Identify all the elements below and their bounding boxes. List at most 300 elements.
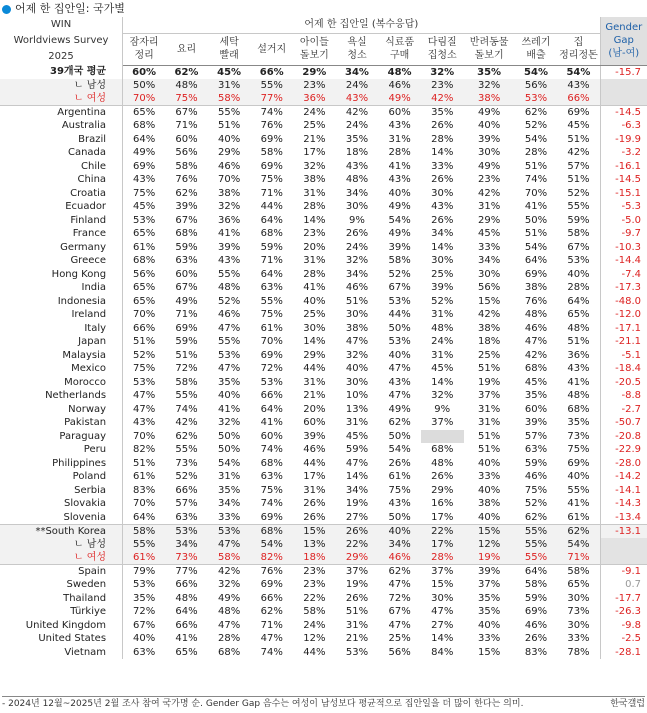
table-row: [0, 605, 647, 619]
table-cell: 55%: [515, 538, 558, 552]
table-cell: 22%: [421, 524, 464, 538]
survey-header-line: Worldviews Survey: [13, 35, 109, 46]
table-cell: 15%: [431, 579, 454, 591]
row-label: Serbia: [0, 484, 123, 498]
table-row: [0, 578, 647, 592]
table-cell: 60%: [132, 66, 157, 78]
gender-gap-cell: -21.1: [600, 335, 647, 349]
table-cell: 68%: [260, 228, 283, 240]
row-label: Ireland: [0, 308, 123, 322]
table-row: [0, 389, 647, 403]
table-cell: 35%: [431, 107, 454, 118]
column-header-line: 청소: [347, 50, 367, 61]
table-cell: 31%: [478, 403, 501, 415]
table-cell: 23%: [303, 566, 326, 577]
table-cell: 73%: [567, 606, 590, 618]
table-cell: 63%: [175, 255, 198, 267]
table-cell: 48%: [165, 79, 208, 93]
table-cell: 25%: [431, 268, 454, 280]
table-cell: 39%: [524, 417, 548, 429]
table-cell: 58%: [303, 606, 326, 618]
gender-gap-cell: -9.7: [600, 227, 647, 241]
row-label: Canada: [0, 146, 123, 160]
table-cell: 84%: [431, 646, 454, 658]
table-cell: 35%: [567, 417, 590, 429]
table-cell: 64%: [260, 214, 283, 226]
table-cell: 21%: [345, 633, 369, 645]
table-cell: 47%: [345, 457, 369, 469]
table-cell: 36%: [217, 214, 241, 226]
table-cell: 83%: [524, 646, 548, 658]
table-cell: 58%: [567, 566, 590, 577]
table-cell: 30%: [431, 592, 454, 604]
row-label: United Kingdom: [0, 619, 123, 633]
table-cell: 58%: [208, 551, 251, 565]
table-row: [0, 484, 647, 498]
table-cell: 42%: [478, 309, 501, 321]
column-header: [165, 33, 208, 65]
table-cell: 40%: [388, 187, 411, 199]
table-cell: 46%: [524, 322, 548, 334]
row-label: Pakistan: [0, 416, 123, 430]
table-cell: 46%: [345, 282, 369, 294]
table-row: [0, 281, 647, 295]
gender-gap-cell: -14.3: [600, 497, 647, 511]
table-cell: 61%: [260, 322, 283, 334]
table-cell: 55%: [515, 551, 558, 565]
table-cell: 34%: [431, 228, 454, 240]
column-header: [208, 33, 251, 65]
row-label: United States: [0, 632, 123, 646]
column-header-line: 욕실: [347, 37, 367, 48]
table-cell: 52%: [175, 471, 198, 483]
table-cell: 47%: [260, 633, 283, 645]
table-cell: 67%: [388, 606, 411, 618]
table-cell: 55%: [250, 79, 293, 93]
table-cell: 30%: [345, 376, 369, 388]
table-cell: 61%: [388, 471, 411, 483]
page-title: [2, 2, 125, 16]
gender-gap-cell: -14.4: [600, 254, 647, 268]
table-cell: 31%: [208, 79, 251, 93]
table-cell: 15%: [478, 646, 501, 658]
table-cell: 19%: [345, 579, 369, 591]
table-cell: 47%: [217, 363, 241, 375]
gender-gap-cell: -13.1: [600, 524, 647, 538]
table-cell: 75%: [132, 187, 156, 199]
table-cell: 56%: [515, 79, 558, 93]
row-label: Malaysia: [0, 349, 123, 363]
table-cell: 48%: [387, 66, 412, 78]
table-cell: 32%: [217, 417, 241, 429]
table-cell: 68%: [250, 524, 293, 538]
table-row: [0, 524, 647, 538]
table-cell: 51%: [567, 336, 590, 348]
table-cell: 55%: [175, 444, 198, 456]
gap-header-line: Gap: [613, 35, 634, 47]
table-cell: 70%: [260, 336, 283, 348]
row-label: Thailand: [0, 592, 123, 606]
table-cell: 61%: [132, 471, 156, 483]
table-cell: 53%: [515, 92, 558, 106]
table-cell: 26%: [303, 498, 326, 510]
table-cell: 43%: [336, 92, 379, 106]
page-title-text: 어제 한 집안일: 국가별: [15, 2, 125, 15]
table-cell: 65%: [132, 295, 156, 307]
table-cell: 51%: [478, 444, 501, 456]
gender-gap-cell: [600, 79, 647, 93]
table-cell: 49%: [175, 295, 198, 307]
gender-gap-cell: -5.0: [600, 214, 647, 228]
table-cell: 50%: [217, 444, 241, 456]
table-cell: 48%: [567, 322, 590, 334]
table-cell: 35%: [477, 66, 502, 78]
row-label: Spain: [0, 565, 123, 579]
table-cell: 38%: [524, 282, 548, 294]
table-cell: 53%: [388, 336, 411, 348]
table-cell: 42%: [567, 147, 590, 159]
row-label: Indonesia: [0, 295, 123, 309]
table-cell: 32%: [217, 201, 241, 213]
table-cell: 31%: [303, 484, 326, 496]
table-cell: 55%: [217, 268, 241, 280]
table-cell: 47%: [524, 336, 548, 348]
table-row: [0, 160, 647, 174]
row-label: Germany: [0, 241, 123, 255]
table-cell: 50%: [388, 322, 411, 334]
table-cell: 31%: [217, 471, 241, 483]
table-cell: 55%: [217, 107, 241, 118]
table-cell: 24%: [303, 619, 326, 631]
table-cell: 33%: [567, 633, 590, 645]
table-row: [0, 79, 647, 93]
column-header: [123, 33, 166, 65]
table-cell: 72%: [388, 592, 411, 604]
table-cell: 23%: [478, 174, 501, 186]
table-cell: 36%: [293, 92, 336, 106]
table-cell: 39%: [388, 241, 411, 253]
table-cell: 67%: [175, 282, 198, 294]
table-cell: 55%: [567, 484, 590, 496]
table-cell: 75%: [165, 92, 208, 106]
table-cell: 47%: [388, 363, 411, 375]
gender-gap-cell: -26.3: [600, 605, 647, 619]
table-row: [0, 241, 647, 255]
table-cell: 12%: [464, 538, 515, 552]
table-cell: 44%: [260, 201, 283, 213]
table-cell: 74%: [524, 174, 548, 186]
table-cell: 50%: [123, 79, 166, 93]
table-cell: 28%: [388, 147, 411, 159]
table-cell: 30%: [567, 592, 590, 604]
column-header-line: 정리: [134, 50, 154, 61]
table-cell: 44%: [303, 646, 326, 658]
table-cell: 59%: [260, 241, 283, 253]
table-cell: 64%: [175, 606, 198, 618]
row-label: Finland: [0, 214, 123, 228]
table-cell: 63%: [260, 282, 283, 294]
table-cell: 43%: [567, 363, 590, 375]
table-row: [0, 214, 647, 228]
table-cell: 55%: [175, 390, 198, 402]
table-cell: 34%: [378, 538, 421, 552]
table-cell: 32%: [431, 390, 454, 402]
table-cell: 30%: [478, 147, 501, 159]
table-row: [0, 295, 647, 309]
table-cell: 40%: [217, 133, 241, 145]
table-cell: 53%: [132, 214, 156, 226]
table-row: [0, 200, 647, 214]
gender-gap-cell: [600, 551, 647, 565]
table-cell: 15%: [293, 524, 336, 538]
table-cell: 41%: [175, 633, 198, 645]
table-cell: 77%: [250, 92, 293, 106]
gender-gap-cell: -10.3: [600, 241, 647, 255]
table-cell: 62%: [524, 107, 548, 118]
column-header-line: 잠자리: [129, 37, 159, 48]
table-cell: 59%: [524, 457, 548, 469]
table-cell: 57%: [524, 430, 548, 442]
table-cell: 39%: [431, 282, 454, 294]
row-label: Poland: [0, 470, 123, 484]
column-header-line: 쓰레기: [521, 37, 551, 48]
table-cell: 38%: [345, 322, 369, 334]
table-cell: 35%: [217, 376, 241, 388]
table-cell: 38%: [464, 92, 515, 106]
row-label: Slovakia: [0, 497, 123, 511]
table-cell: 31%: [345, 417, 369, 429]
table-cell: 60%: [175, 133, 198, 145]
table-cell: 39%: [217, 241, 241, 253]
gap-header-line: Gender: [605, 22, 643, 34]
table-row: [0, 430, 647, 444]
table-cell: 41%: [388, 160, 411, 172]
table-cell: 56%: [175, 147, 198, 159]
table-cell: 26%: [388, 457, 411, 469]
table-cell: 64%: [524, 255, 548, 267]
table-cell: 70%: [524, 187, 548, 199]
row-label: Norway: [0, 403, 123, 417]
gender-gap-cell: -17.1: [600, 322, 647, 336]
column-header: [421, 33, 464, 65]
table-cell: 76%: [260, 566, 283, 577]
table-cell: 29%: [303, 349, 326, 361]
table-cell: 79%: [132, 566, 156, 577]
table-cell: 51%: [478, 430, 501, 442]
table-cell: 31%: [303, 187, 326, 199]
table-row: [0, 362, 647, 376]
table-cell: 53%: [208, 524, 251, 538]
table-cell: 16%: [431, 498, 454, 510]
table-cell: 21%: [303, 390, 326, 402]
table-cell: 47%: [345, 336, 369, 348]
table-cell: 68%: [132, 255, 156, 267]
table-cell: 76%: [260, 120, 283, 132]
table-cell: 19%: [345, 498, 369, 510]
column-header-line: 세탁: [219, 37, 239, 48]
table-cell: 69%: [132, 160, 156, 172]
table-cell: 42%: [175, 417, 198, 429]
table-cell: 48%: [217, 282, 241, 294]
table-cell: 13%: [345, 403, 369, 415]
survey-header-line: 2025: [48, 51, 74, 62]
table-cell: 65%: [175, 646, 198, 658]
row-label: Japan: [0, 335, 123, 349]
table-cell: 25%: [303, 309, 326, 321]
table-cell: 53%: [217, 349, 241, 361]
table-cell: 42%: [421, 92, 464, 106]
table-cell: 27%: [336, 511, 379, 525]
column-header: [293, 33, 336, 65]
table-cell: 49%: [378, 92, 421, 106]
table-cell: 39%: [478, 566, 501, 577]
table-cell: 57%: [567, 160, 590, 172]
table-cell: 37%: [345, 566, 369, 577]
table-cell: 44%: [388, 309, 411, 321]
table-cell: 34%: [165, 538, 208, 552]
table-cell: 63%: [165, 511, 208, 525]
table-row: [0, 551, 647, 565]
table-cell: 68%: [217, 646, 241, 658]
table-cell: 41%: [524, 201, 548, 213]
table-cell: 51%: [478, 363, 501, 375]
column-header-line: 집청소: [427, 50, 457, 61]
table-row: [0, 416, 647, 430]
table-cell: 49%: [478, 107, 501, 118]
table-row: [0, 497, 647, 511]
table-cell: 43%: [345, 160, 369, 172]
group-header: 어제 한 집안일 (복수응답): [123, 17, 601, 33]
column-header-line: 설거지: [257, 43, 287, 55]
table-cell: 40%: [478, 619, 501, 631]
table-cell: 59%: [175, 241, 198, 253]
table-cell: 62%: [388, 566, 411, 577]
chores-table: [0, 17, 647, 659]
table-cell: 28%: [431, 133, 454, 145]
table-cell: 69%: [524, 606, 548, 618]
table-cell: 51%: [175, 349, 198, 361]
gender-gap-cell: -17.7: [600, 592, 647, 606]
row-label: Peru: [0, 443, 123, 457]
table-cell: 59%: [567, 214, 590, 226]
table-cell: 75%: [524, 484, 548, 496]
column-header-line: 돌보기: [299, 50, 329, 61]
table-cell: 49%: [388, 201, 411, 213]
column-header-line: 집: [573, 37, 584, 48]
gender-gap-cell: -15.7: [600, 65, 647, 79]
gender-gap-cell: -14.5: [600, 173, 647, 187]
table-cell: 38%: [478, 498, 501, 510]
table-cell: 55%: [217, 336, 241, 348]
gap-header-line: (남-여): [608, 48, 640, 60]
table-cell: 14%: [431, 241, 454, 253]
row-label: ㄴ 남성: [0, 79, 123, 93]
table-cell: 71%: [260, 187, 283, 199]
table-cell: 82%: [132, 444, 156, 456]
table-cell: 29%: [217, 147, 241, 159]
table-cell: 59%: [175, 336, 198, 348]
gender-gap-cell: [600, 538, 647, 552]
table-cell: 42%: [524, 349, 548, 361]
gender-gap-cell: -6.3: [600, 119, 647, 133]
gender-gap-cell: -9.1: [600, 565, 647, 579]
table-row: [0, 322, 647, 336]
column-header-line: 요리: [176, 43, 197, 55]
table-cell: 62%: [174, 66, 199, 78]
table-cell: 73%: [567, 430, 590, 442]
table-cell: 53%: [132, 376, 156, 388]
row-label: France: [0, 227, 123, 241]
table-cell: 58%: [123, 524, 166, 538]
table-cell: 23%: [303, 579, 326, 591]
gender-gap-cell: -14.1: [600, 484, 647, 498]
table-row: [0, 65, 647, 79]
row-label: ㄴ 남성: [0, 538, 123, 552]
table-cell: 63%: [524, 444, 548, 456]
gender-gap-cell: -9.8: [600, 619, 647, 633]
table-cell: 31%: [478, 201, 501, 213]
table-cell: 37%: [431, 417, 454, 429]
table-cell: 31%: [431, 349, 454, 361]
table-row: [0, 173, 647, 187]
table-cell: 31%: [345, 619, 369, 631]
table-cell: 15%: [464, 524, 515, 538]
table-cell: 55%: [260, 295, 283, 307]
table-cell: 40%: [567, 268, 590, 280]
table-cell: 32%: [217, 579, 241, 591]
table-cell: 23%: [303, 228, 326, 240]
table-cell: 47%: [388, 579, 411, 591]
row-label: Netherlands: [0, 389, 123, 403]
table-cell: 48%: [431, 457, 454, 469]
table-cell: 53%: [567, 255, 590, 267]
row-label: Türkiye: [0, 605, 123, 619]
table-cell: 33%: [431, 160, 454, 172]
table-cell: 62%: [175, 187, 198, 199]
table-cell: 67%: [567, 241, 590, 253]
table-cell: 24%: [303, 107, 326, 118]
table-cell: 29%: [336, 551, 379, 565]
table-cell: 33%: [478, 633, 501, 645]
table-cell: 48%: [524, 309, 548, 321]
table-cell: 75%: [260, 309, 283, 321]
survey-header-line: WIN: [50, 19, 72, 30]
table-cell: 76%: [524, 295, 548, 307]
column-header-line: 돌보기: [474, 50, 504, 61]
table-cell: 13%: [293, 538, 336, 552]
table-cell: 39%: [478, 133, 501, 145]
gender-gap-cell: -20.5: [600, 376, 647, 390]
table-cell: 43%: [431, 201, 454, 213]
row-label: ㄴ 여성: [0, 92, 123, 106]
table-cell: 46%: [303, 444, 326, 456]
table-cell: 43%: [388, 120, 411, 132]
table-cell: 48%: [175, 592, 198, 604]
table-cell: 74%: [175, 403, 198, 415]
table-header: [0, 17, 647, 65]
table-row: [0, 106, 647, 120]
row-label: Croatia: [0, 187, 123, 201]
table-cell: 32%: [345, 349, 369, 361]
table-cell: 58%: [175, 376, 198, 388]
table-cell: 41%: [217, 403, 241, 415]
footer-note: - 2024년 12월~2025년 2월 조사 참여 국가명 순. Gender Gap 음수는 여성이 남성보다 평균적으로 집안일을 더 많이 한다는 의미.: [2, 699, 524, 709]
table-cell: 69%: [260, 160, 283, 172]
table-cell: 68%: [260, 457, 283, 469]
table-cell: 54%: [524, 241, 548, 253]
table-cell: 18%: [478, 336, 501, 348]
table-cell: 31%: [303, 376, 326, 388]
